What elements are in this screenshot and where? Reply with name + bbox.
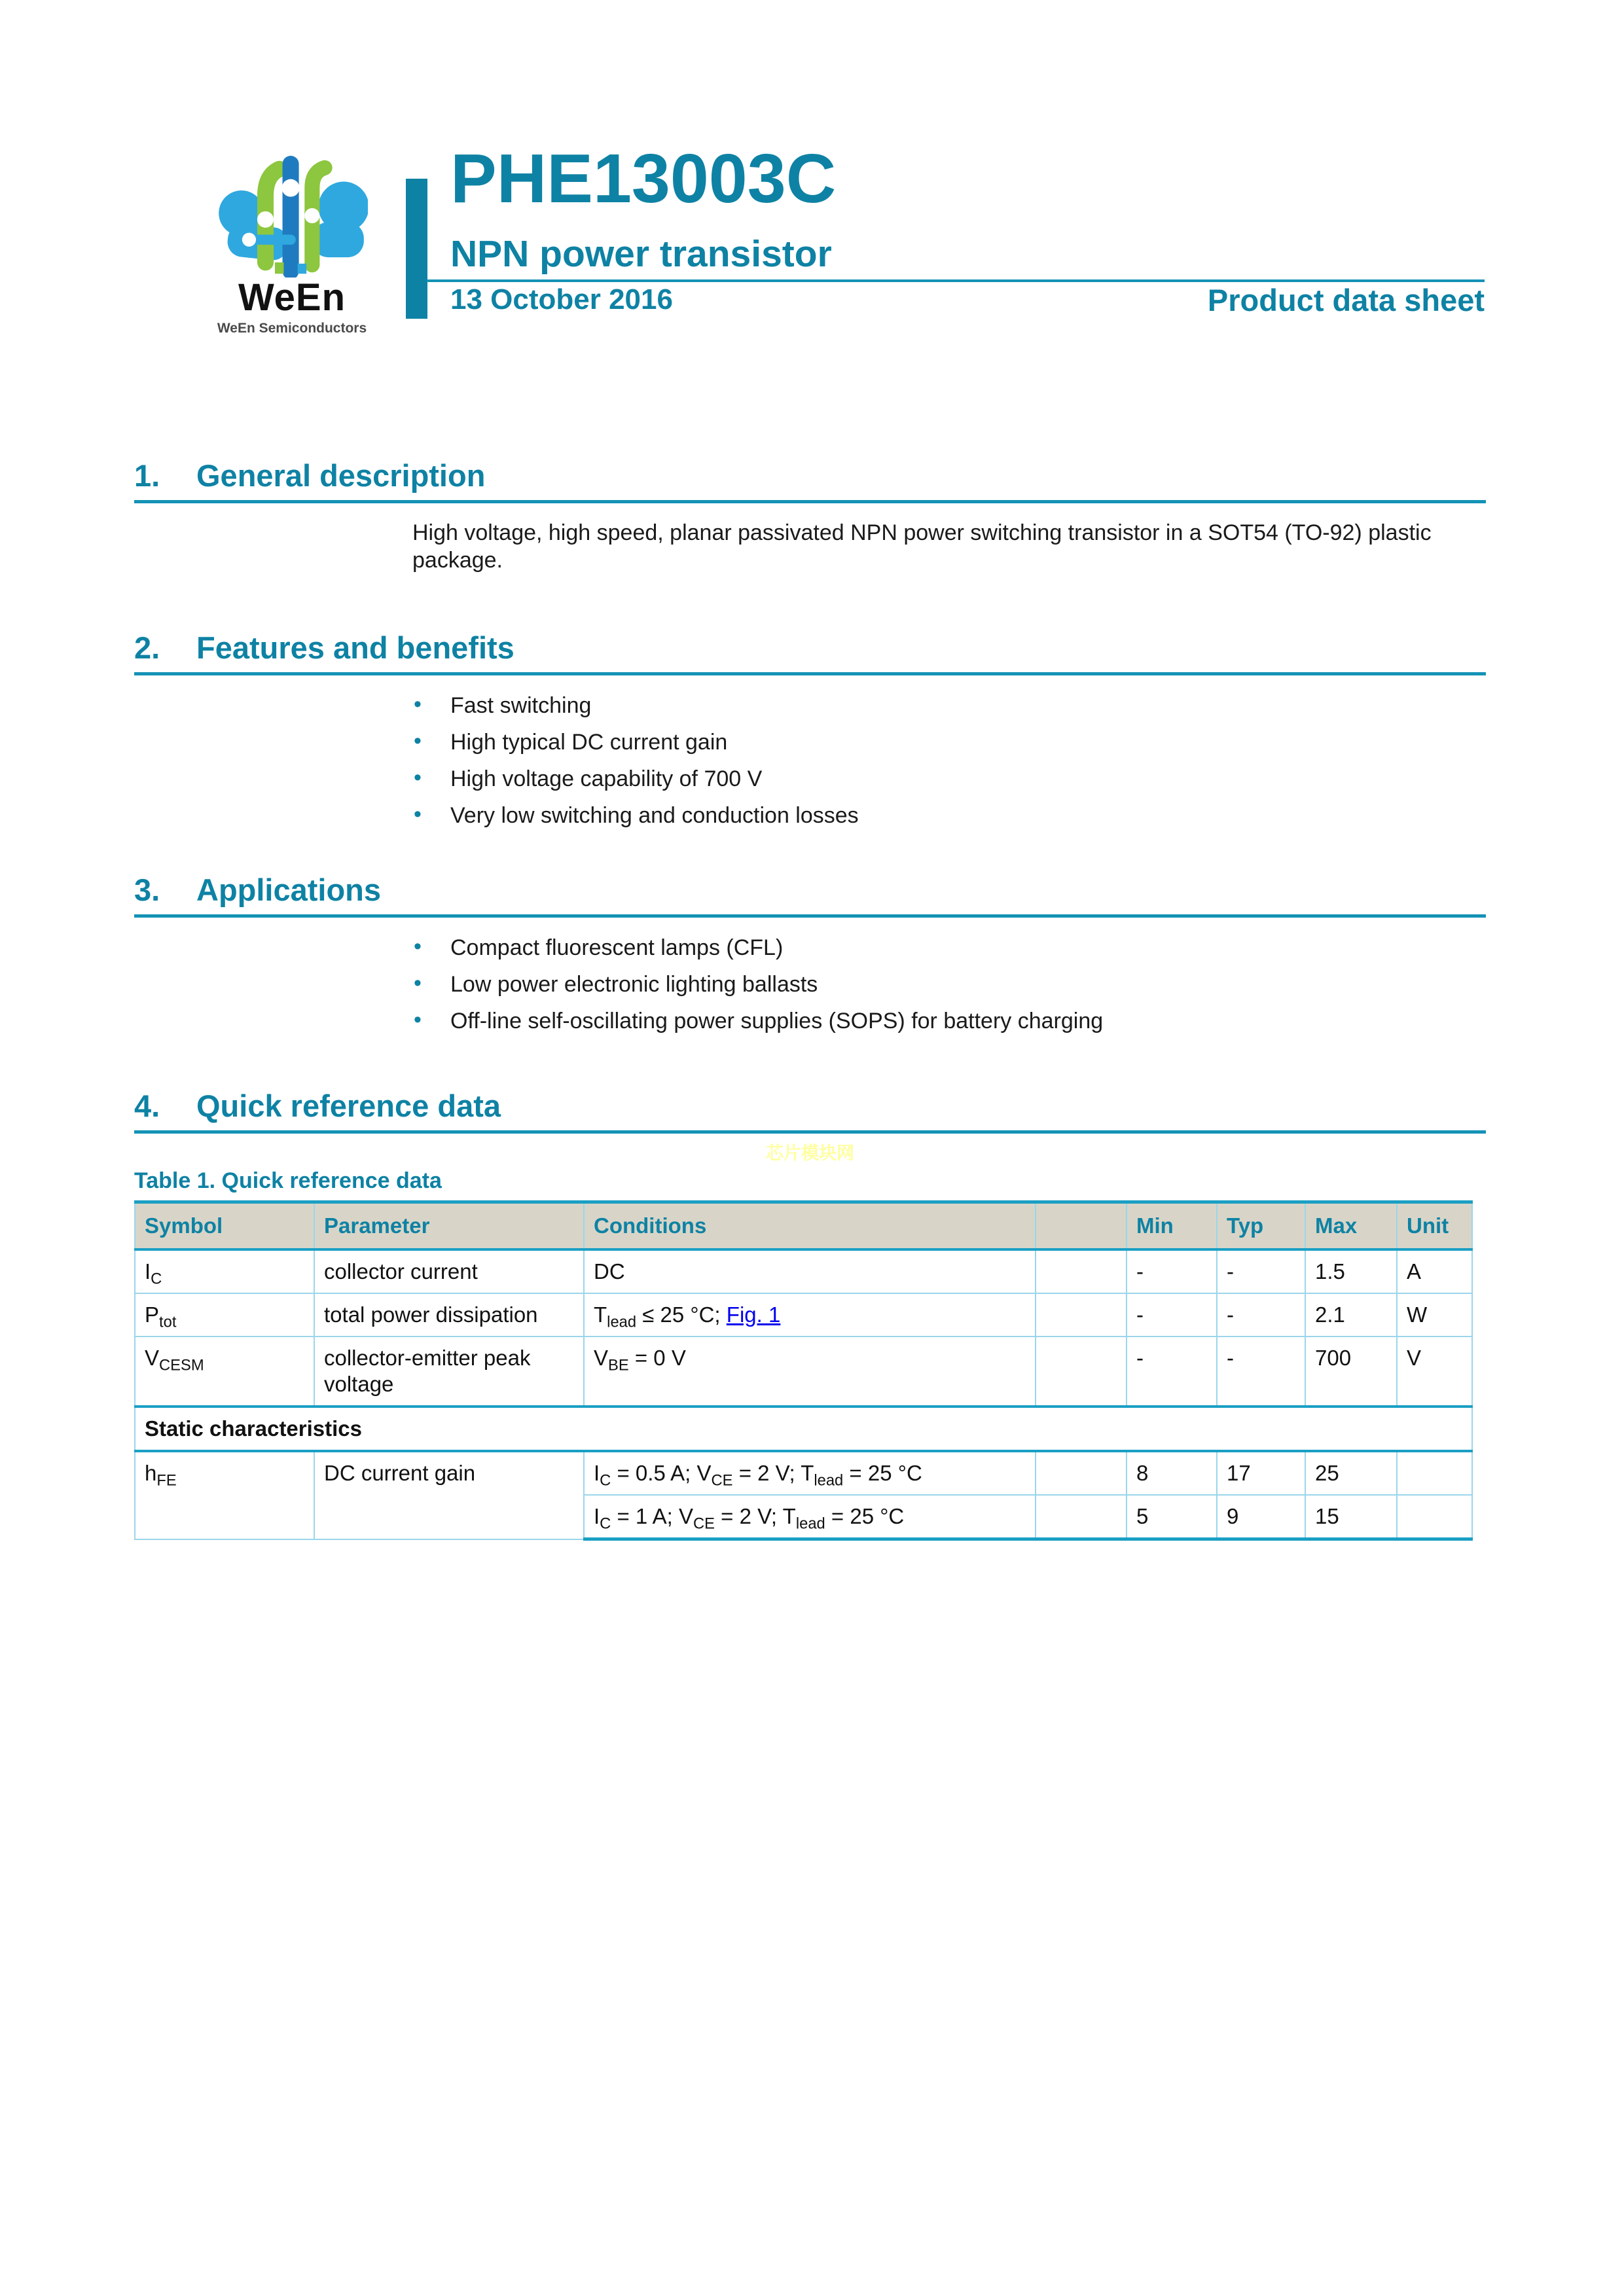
cell-typ: 9 (1217, 1495, 1305, 1539)
list-item: • Low power electronic lighting ballasts (412, 971, 1486, 998)
cell-conditions: $T_{lead} \le 25$ °C; Fig. 1 (584, 1293, 1036, 1336)
section-heading (134, 872, 1486, 908)
subscript: C (600, 1471, 611, 1490)
list-item: • High typical DC current gain (412, 729, 1486, 756)
applications-list (412, 935, 1486, 1035)
features-list (412, 692, 1486, 829)
cell-max: 25 (1305, 1451, 1397, 1495)
section-rule (134, 500, 1486, 503)
subscript: CESM (159, 1356, 204, 1374)
quick-reference-table (134, 1200, 1473, 1541)
list-item: • Very low switching and conduction losses (412, 802, 1486, 829)
col-header-symbol: Symbol (135, 1202, 314, 1250)
cell-conditions: DC (584, 1249, 1036, 1293)
subscript: CE (711, 1471, 733, 1490)
cell-parameter: collector-emitter peak voltage (314, 1336, 584, 1407)
list-item: • Compact fluorescent lamps (CFL) (412, 935, 1486, 961)
subscript: FE (156, 1471, 177, 1490)
col-header-parameter: Parameter (314, 1202, 584, 1250)
subscript: lead (607, 1313, 637, 1331)
cell-spacer (1036, 1249, 1127, 1293)
section-rule (134, 914, 1486, 918)
table-header-row (135, 1202, 1472, 1250)
col-header-max: Max (1305, 1202, 1397, 1250)
cell-parameter: collector current (314, 1249, 584, 1293)
cell-min: 8 (1127, 1451, 1217, 1495)
cell-unit (1397, 1451, 1472, 1495)
cell-unit (1397, 1495, 1472, 1539)
col-header-unit: Unit (1397, 1202, 1472, 1250)
cell-typ: 17 (1217, 1451, 1305, 1495)
section-title: Features and benefits (196, 630, 514, 665)
cell-spacer (1036, 1451, 1127, 1495)
section-quick-reference (134, 1088, 1486, 1541)
general-description-text: High voltage, high speed, planar passivated NPN power switching transistor in a SOT54 (TO-92) plastic package. (412, 520, 1432, 573)
section-heading (134, 630, 1486, 666)
section-heading (134, 1088, 1486, 1124)
section-title: Applications (196, 872, 382, 907)
subscript: C (151, 1270, 162, 1288)
col-header-conditions: Conditions (584, 1202, 1036, 1250)
cell-symbol: $I_C$ (135, 1249, 314, 1293)
cell-min: - (1127, 1336, 1217, 1407)
table-subheader-row (135, 1407, 1472, 1451)
section-number: 2. (134, 630, 160, 665)
cell-symbol: $h_{FE}$ (135, 1451, 314, 1539)
section-number: 1. (134, 458, 160, 493)
cell-max: 700 (1305, 1336, 1397, 1407)
section-number: 3. (134, 872, 160, 907)
subscript: lead (795, 1515, 825, 1533)
cell-spacer (1036, 1495, 1127, 1539)
table-row (135, 1249, 1472, 1293)
cell-min: - (1127, 1249, 1217, 1293)
logo-brand-text: WeEn (238, 276, 346, 319)
ween-logo-icon (216, 139, 368, 278)
cell-typ: - (1217, 1336, 1305, 1407)
cell-symbol: $P_{tot}$ (135, 1293, 314, 1336)
release-date: 13 October 2016 (450, 283, 673, 315)
title-accent-bar (406, 179, 427, 319)
cell-parameter: total power dissipation (314, 1293, 584, 1336)
list-item: • Fast switching (412, 692, 1486, 719)
subscript: tot (159, 1313, 177, 1331)
cell-min: - (1127, 1293, 1217, 1336)
ween-logo (216, 139, 368, 336)
cell-spacer (1036, 1293, 1127, 1336)
cell-symbol: $V_{CESM}$ (135, 1336, 314, 1407)
section-rule (134, 1130, 1486, 1134)
table-row (135, 1293, 1472, 1336)
cell-conditions: $V_{BE} = 0$ V (584, 1336, 1036, 1407)
section-applications (134, 872, 1486, 1045)
cell-typ: - (1217, 1249, 1305, 1293)
col-header-spacer (1036, 1202, 1127, 1250)
section-rule (134, 672, 1486, 675)
section-features-benefits (134, 630, 1486, 839)
cell-unit: A (1397, 1249, 1472, 1293)
section-title: General description (196, 458, 486, 493)
cell-conditions: $I_C = 0.5$ A; $V_{CE} = 2$ V; $T_{lead} = 25$ °C (584, 1451, 1036, 1495)
cell-conditions: $I_C = 1$ A; $V_{CE} = 2$ V; $T_{lead} = 25$ °C (584, 1495, 1036, 1539)
doc-type-label: Product data sheet (1207, 283, 1485, 317)
watermark-text: 芯片模块网 (766, 1143, 854, 1163)
product-subtitle: NPN power transistor (450, 233, 832, 275)
cell-max: 2.1 (1305, 1293, 1397, 1336)
cell-unit: V (1397, 1336, 1472, 1407)
logo-caption: WeEn Semiconductors (217, 321, 367, 336)
list-item: • Off-line self-oscillating power supplies (SOPS) for battery charging (412, 1008, 1486, 1035)
subscript: CE (693, 1515, 715, 1533)
cell-typ: - (1217, 1293, 1305, 1336)
table-row (135, 1451, 1472, 1495)
table-caption: Table 1. Quick reference data (134, 1168, 442, 1193)
section-heading (134, 458, 1486, 493)
cell-unit: W (1397, 1293, 1472, 1336)
subscript: C (600, 1515, 611, 1533)
cell-min: 5 (1127, 1495, 1217, 1539)
list-item: • High voltage capability of 700 V (412, 766, 1486, 793)
section-general-description (134, 458, 1486, 574)
cell-spacer (1036, 1336, 1127, 1407)
cell-max: 15 (1305, 1495, 1397, 1539)
figure-link[interactable]: Fig. 1 (726, 1302, 781, 1327)
table-row (135, 1336, 1472, 1407)
subscript: BE (608, 1356, 629, 1374)
col-header-min: Min (1127, 1202, 1217, 1250)
product-title: PHE13003C (450, 140, 837, 217)
cell-max: 1.5 (1305, 1249, 1397, 1293)
col-header-typ: Typ (1217, 1202, 1305, 1250)
subscript: lead (814, 1471, 844, 1490)
subheader-static-characteristics: Static characteristics (135, 1407, 1472, 1451)
section-title: Quick reference data (196, 1088, 501, 1123)
section-number: 4. (134, 1088, 160, 1123)
cell-parameter: DC current gain (314, 1451, 584, 1539)
